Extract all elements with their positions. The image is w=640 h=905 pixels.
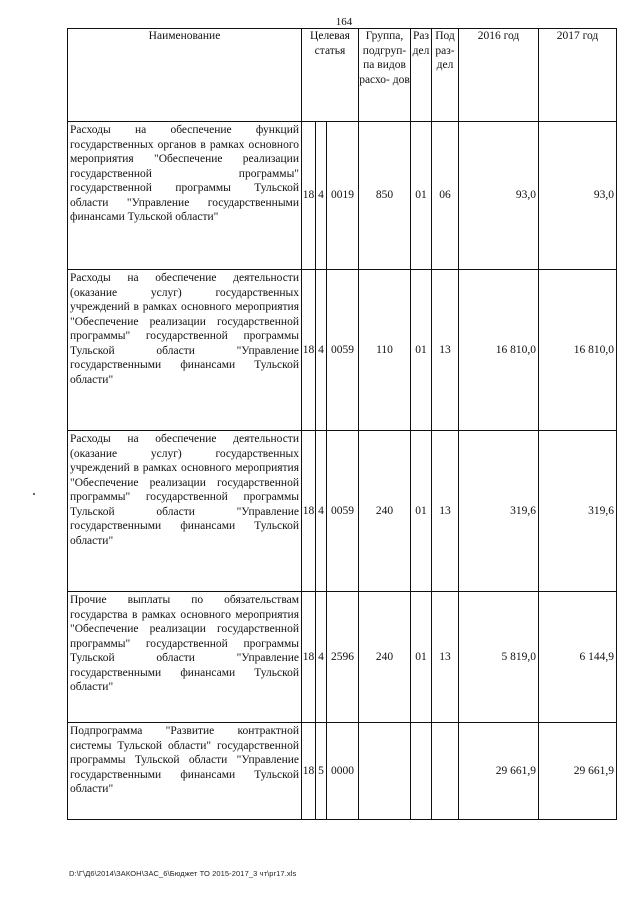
row-2016: 5 819,0 (459, 592, 539, 723)
header-target-article: Целевая статья (302, 29, 359, 122)
row-cs-program: 18 (302, 723, 316, 820)
row-2016: 319,6 (459, 431, 539, 592)
row-2017: 319,6 (539, 431, 617, 592)
row-section (411, 723, 432, 820)
header-expense-group: Группа, подгруп- па видов расхо- дов (359, 29, 411, 122)
row-name: Расходы на обеспечение деятельности (оказание услуг) государственных учреждений в рамках основного мероприятия "Обеспечение реализации государственной программы" государственной программы Тульской области "Управление государственными финансами Тульской области" (68, 270, 302, 431)
row-name: Расходы на обеспечение деятельности (оказание услуг) государственных учреждений в рамках основного мероприятия "Обеспечение реализации государственной программы" государственной программы Тульской области "Управление государственными финансами Тульской области" (68, 431, 302, 592)
header-2017: 2017 год (539, 29, 617, 122)
header-section: Раз дел (411, 29, 432, 122)
table-row (68, 122, 617, 270)
row-2017: 6 144,9 (539, 592, 617, 723)
row-cs-program: 18 (302, 592, 316, 723)
scan-speck (33, 493, 35, 495)
row-cs-program: 18 (302, 122, 316, 270)
header-subsection: Под раз- дел (432, 29, 459, 122)
row-group: 850 (359, 122, 411, 270)
row-cs-subprogram: 4 (316, 122, 327, 270)
row-subsection (432, 723, 459, 820)
row-cs-direction: 2596 (327, 592, 359, 723)
row-cs-subprogram: 4 (316, 431, 327, 592)
row-cs-subprogram: 4 (316, 592, 327, 723)
row-cs-direction: 0019 (327, 122, 359, 270)
row-section: 01 (411, 122, 432, 270)
row-cs-subprogram: 5 (316, 723, 327, 820)
row-cs-program: 18 (302, 431, 316, 592)
row-section: 01 (411, 592, 432, 723)
row-group: 240 (359, 431, 411, 592)
table-row (68, 592, 617, 723)
row-subsection: 13 (432, 270, 459, 431)
row-2017: 16 810,0 (539, 270, 617, 431)
row-group: 240 (359, 592, 411, 723)
row-cs-subprogram: 4 (316, 270, 327, 431)
header-2016: 2016 год (459, 29, 539, 122)
row-section: 01 (411, 270, 432, 431)
page-number: 164 (335, 16, 353, 28)
row-2016: 93,0 (459, 122, 539, 270)
row-subsection: 13 (432, 431, 459, 592)
row-name: Прочие выплаты по обязательствам государства в рамках основного мероприятия "Обеспечение реализации государственной программы" государственной программы Тульской области "Управление государственными финансами Тульской области" (68, 592, 302, 723)
table-row (68, 431, 617, 592)
row-cs-direction: 0000 (327, 723, 359, 820)
table-row (68, 723, 617, 820)
row-2016: 29 661,9 (459, 723, 539, 820)
row-section: 01 (411, 431, 432, 592)
file-path-footer: D:\Г\Д6\2014\ЗАКОН\ЗАС_6\Бюджет ТО 2015-2017_3 чт\pr17.xls (69, 869, 297, 878)
budget-table (67, 28, 617, 820)
row-subsection: 13 (432, 592, 459, 723)
table-header-row (68, 29, 617, 122)
row-name: Подпрограмма "Развитие контрактной системы Тульской области" государственной программы Тульской области "Управление государственными финансами Тульской области" (68, 723, 302, 820)
row-2016: 16 810,0 (459, 270, 539, 431)
row-cs-program: 18 (302, 270, 316, 431)
row-subsection: 06 (432, 122, 459, 270)
row-cs-direction: 0059 (327, 270, 359, 431)
row-2017: 29 661,9 (539, 723, 617, 820)
row-group: 110 (359, 270, 411, 431)
header-name: Наименование (68, 29, 302, 122)
row-group (359, 723, 411, 820)
row-name: Расходы на обеспечение функций государственных органов в рамках основного мероприятия "Обеспечение реализации государственной программы" государственной программы Тульской области "Управление государственными финансами Тульской области" (68, 122, 302, 270)
row-2017: 93,0 (539, 122, 617, 270)
row-cs-direction: 0059 (327, 431, 359, 592)
table-row (68, 270, 617, 431)
